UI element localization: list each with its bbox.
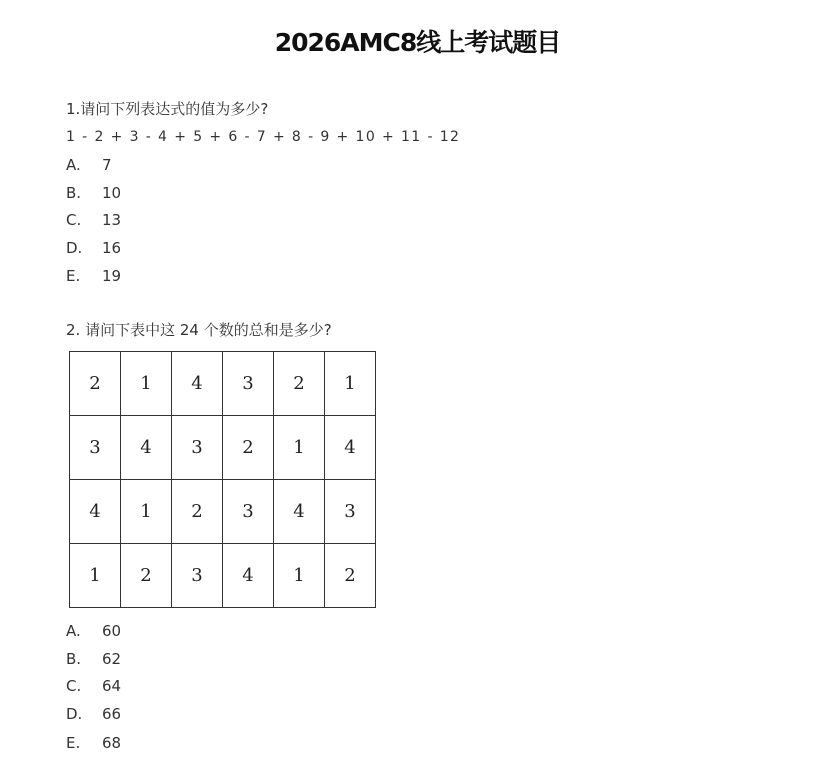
grid-cell: 4 xyxy=(325,416,376,480)
q2-option-b xyxy=(66,649,121,669)
q1-option-b-value: 10 xyxy=(102,184,122,202)
grid-cell: 4 xyxy=(223,544,274,608)
grid-cell: 2 xyxy=(223,416,274,480)
q2-option-b-value: 62 xyxy=(102,650,122,668)
q2-option-a xyxy=(66,621,121,641)
grid-cell: 3 xyxy=(172,416,223,480)
grid-cell: 1 xyxy=(325,352,376,416)
q1-option-a-letter: A. xyxy=(66,156,81,174)
q2-option-b-letter: B. xyxy=(66,650,82,668)
grid-cell: 2 xyxy=(172,480,223,544)
grid-cell: 2 xyxy=(274,352,325,416)
q1-option-a xyxy=(66,155,112,175)
q2-option-e-value: 68 xyxy=(102,734,122,752)
q1-option-d-value: 16 xyxy=(102,239,122,257)
q2-option-c xyxy=(66,676,121,696)
q2-option-c-value: 64 xyxy=(102,677,122,695)
grid-cell: 3 xyxy=(223,480,274,544)
q2-option-e-letter: E. xyxy=(66,734,81,752)
grid-cell: 4 xyxy=(121,416,172,480)
q1-option-d xyxy=(66,238,121,258)
grid-cell: 1 xyxy=(70,544,121,608)
grid-cell: 4 xyxy=(274,480,325,544)
q1-option-e-letter: E. xyxy=(66,267,81,285)
grid-cell: 3 xyxy=(223,352,274,416)
grid-row xyxy=(70,352,376,416)
q2-option-a-value: 60 xyxy=(102,622,122,640)
q2-prompt: 2. 请问下表中这 24 个数的总和是多少? xyxy=(66,321,332,339)
grid-cell: 4 xyxy=(172,352,223,416)
q1-option-c-value: 13 xyxy=(102,211,122,229)
q2-option-c-letter: C. xyxy=(66,677,82,695)
q2-option-e xyxy=(66,733,121,753)
q2-option-d-letter: D. xyxy=(66,705,83,723)
q1-option-c xyxy=(66,210,121,230)
grid-cell: 1 xyxy=(274,416,325,480)
page-title: 2026AMC8线上考试题目 xyxy=(274,28,561,57)
grid-cell: 1 xyxy=(121,480,172,544)
grid-row xyxy=(70,480,376,544)
q2-option-a-letter: A. xyxy=(66,622,81,640)
number-grid xyxy=(69,351,376,608)
grid-cell: 1 xyxy=(274,544,325,608)
grid-cell: 3 xyxy=(172,544,223,608)
grid-cell: 1 xyxy=(121,352,172,416)
q1-option-d-letter: D. xyxy=(66,239,83,257)
q2-option-d xyxy=(66,704,121,724)
q2-option-d-value: 66 xyxy=(102,705,122,723)
grid-row xyxy=(70,416,376,480)
q1-prompt: 1.请问下列表达式的值为多少? xyxy=(66,100,269,118)
grid-cell: 2 xyxy=(121,544,172,608)
q1-option-b xyxy=(66,183,121,203)
grid-row xyxy=(70,544,376,608)
q1-option-c-letter: C. xyxy=(66,211,82,229)
grid-cell: 3 xyxy=(70,416,121,480)
q1-option-e xyxy=(66,266,121,286)
grid-cell: 2 xyxy=(70,352,121,416)
q1-expression: 1 - 2 + 3 - 4 + 5 + 6 - 7 + 8 - 9 + 10 + 11 - 12 xyxy=(66,129,461,145)
q1-option-e-value: 19 xyxy=(102,267,122,285)
grid-cell: 2 xyxy=(325,544,376,608)
grid-cell: 4 xyxy=(70,480,121,544)
q1-option-a-value: 7 xyxy=(102,156,112,174)
q1-option-b-letter: B. xyxy=(66,184,82,202)
grid-cell: 3 xyxy=(325,480,376,544)
